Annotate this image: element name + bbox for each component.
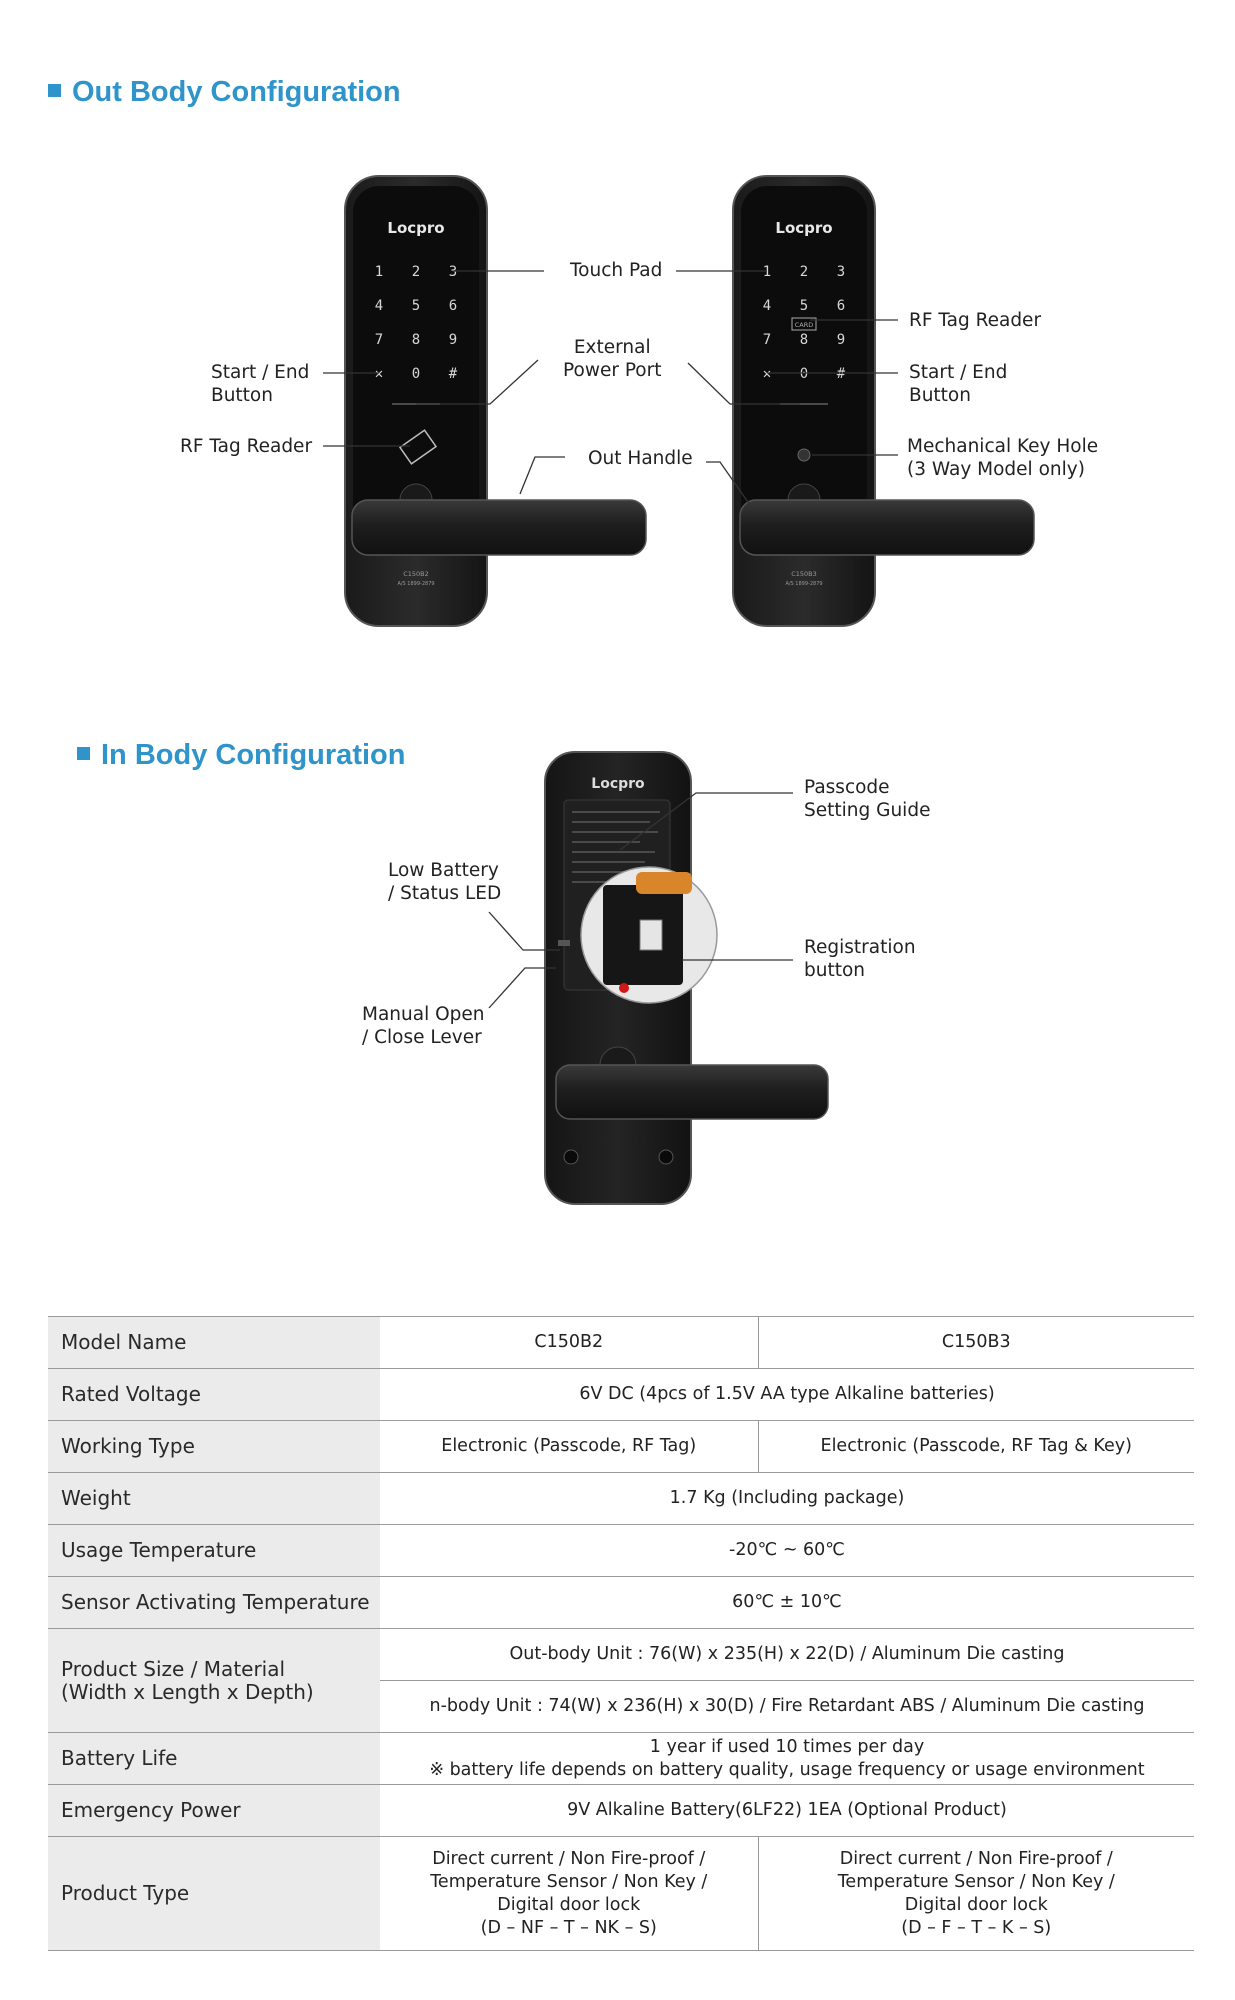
row-label: Usage Temperature <box>48 1525 380 1577</box>
key: 9 <box>448 332 458 348</box>
key: 1 <box>762 264 772 280</box>
key: 7 <box>374 332 384 348</box>
callout-out-handle: Out Handle <box>588 448 693 469</box>
key: 8 <box>799 332 809 348</box>
spec-table <box>48 1316 1194 1951</box>
table-row <box>48 1473 1194 1525</box>
callout-registration-button: Registration button <box>804 937 916 981</box>
key: # <box>448 366 458 382</box>
table-row <box>48 1733 1194 1785</box>
table-row <box>48 1317 1194 1369</box>
table-row <box>48 1785 1194 1837</box>
svg-text:A/S 1899-2879: A/S 1899-2879 <box>785 581 823 587</box>
svg-text:C150B3: C150B3 <box>791 570 817 578</box>
cell: -20℃ ~ 60℃ <box>380 1525 1194 1577</box>
cell: C150B2 <box>380 1317 758 1369</box>
cell: C150B3 <box>758 1317 1194 1369</box>
key: 4 <box>762 298 772 314</box>
bullet-square-icon <box>77 747 90 760</box>
key: 9 <box>836 332 846 348</box>
callout-touch-pad: Touch Pad <box>570 260 663 281</box>
callout-rf-tag-left: RF Tag Reader <box>180 436 313 457</box>
callout-manual-lever: Manual Open / Close Lever <box>362 1004 485 1048</box>
registration-button-icon <box>619 983 629 993</box>
callout-mechanical-key-hole: Mechanical Key Hole (3 Way Model only) <box>907 436 1099 480</box>
row-label: Rated Voltage <box>48 1369 380 1421</box>
row-label: Model Name <box>48 1317 380 1369</box>
key-hole-icon <box>798 449 810 461</box>
table-row <box>48 1421 1194 1473</box>
cell: 1 year if used 10 times per day ※ battery life depends on battery quality, usage frequency or usage environment <box>380 1733 1194 1785</box>
key: ✕ <box>374 366 384 382</box>
key: # <box>836 366 846 382</box>
key: 3 <box>448 264 458 280</box>
card-label: CARD <box>794 321 814 329</box>
in-body-brand: Locpro <box>591 776 645 792</box>
callout-start-end-left: Start / End Button <box>211 362 310 406</box>
cell: Electronic (Passcode, RF Tag) <box>380 1421 758 1473</box>
row-label: Working Type <box>48 1421 380 1473</box>
lock-b-brand: Locpro <box>775 219 833 237</box>
cell: n-body Unit : 74(W) x 236(H) x 30(D) / Fire Retardant ABS / Aluminum Die casting <box>380 1681 1194 1733</box>
in-body-unit <box>545 752 828 1204</box>
lock-a-brand: Locpro <box>387 219 445 237</box>
callout-passcode-guide: Passcode Setting Guide <box>804 777 931 821</box>
in-body-title: In Body Configuration <box>77 739 405 772</box>
key: 0 <box>799 366 809 382</box>
key: 6 <box>836 298 846 314</box>
cell: Electronic (Passcode, RF Tag & Key) <box>758 1421 1194 1473</box>
key: 0 <box>411 366 421 382</box>
cell: Direct current / Non Fire-proof / Temperature Sensor / Non Key / Digital door lock (D – NF – T – NK – S) <box>380 1837 758 1951</box>
key: 2 <box>799 264 809 280</box>
key: 8 <box>411 332 421 348</box>
key: ✕ <box>762 366 772 382</box>
key: 6 <box>448 298 458 314</box>
lock-a <box>345 176 646 626</box>
table-row <box>48 1629 1194 1681</box>
row-label: Emergency Power <box>48 1785 380 1837</box>
cell: 1.7 Kg (Including package) <box>380 1473 1194 1525</box>
key: 2 <box>411 264 421 280</box>
row-label: Product Type <box>48 1837 380 1951</box>
row-label: Battery Life <box>48 1733 380 1785</box>
key: 1 <box>374 264 384 280</box>
row-label: Product Size / Material (Width x Length x Depth) <box>48 1629 380 1733</box>
cell: 60℃ ± 10℃ <box>380 1577 1194 1629</box>
table-row <box>48 1369 1194 1421</box>
key: 3 <box>836 264 846 280</box>
cell: 9V Alkaline Battery(6LF22) 1EA (Optional Product) <box>380 1785 1194 1837</box>
key: 7 <box>762 332 772 348</box>
table-row <box>48 1525 1194 1577</box>
row-label: Sensor Activating Temperature <box>48 1577 380 1629</box>
cell: Out-body Unit : 76(W) x 235(H) x 22(D) / Aluminum Die casting <box>380 1629 1194 1681</box>
callout-low-battery: Low Battery / Status LED <box>388 860 502 904</box>
table-row <box>48 1577 1194 1629</box>
svg-text:A/S 1899-2879: A/S 1899-2879 <box>397 581 435 587</box>
key: 5 <box>411 298 421 314</box>
cell: Direct current / Non Fire-proof / Temperature Sensor / Non Key / Digital door lock (D – F – T – K – S) <box>758 1837 1194 1951</box>
out-body-title: Out Body Configuration <box>48 76 401 109</box>
key: 4 <box>374 298 384 314</box>
key: 5 <box>799 298 809 314</box>
callout-external-power-port: External Power Port <box>563 337 662 381</box>
svg-text:C150B2: C150B2 <box>403 570 429 578</box>
row-label: Weight <box>48 1473 380 1525</box>
cell: 6V DC (4pcs of 1.5V AA type Alkaline batteries) <box>380 1369 1194 1421</box>
table-row <box>48 1837 1194 1951</box>
callout-rf-tag-right: RF Tag Reader <box>909 310 1042 331</box>
callout-start-end-right: Start / End Button <box>909 362 1008 406</box>
